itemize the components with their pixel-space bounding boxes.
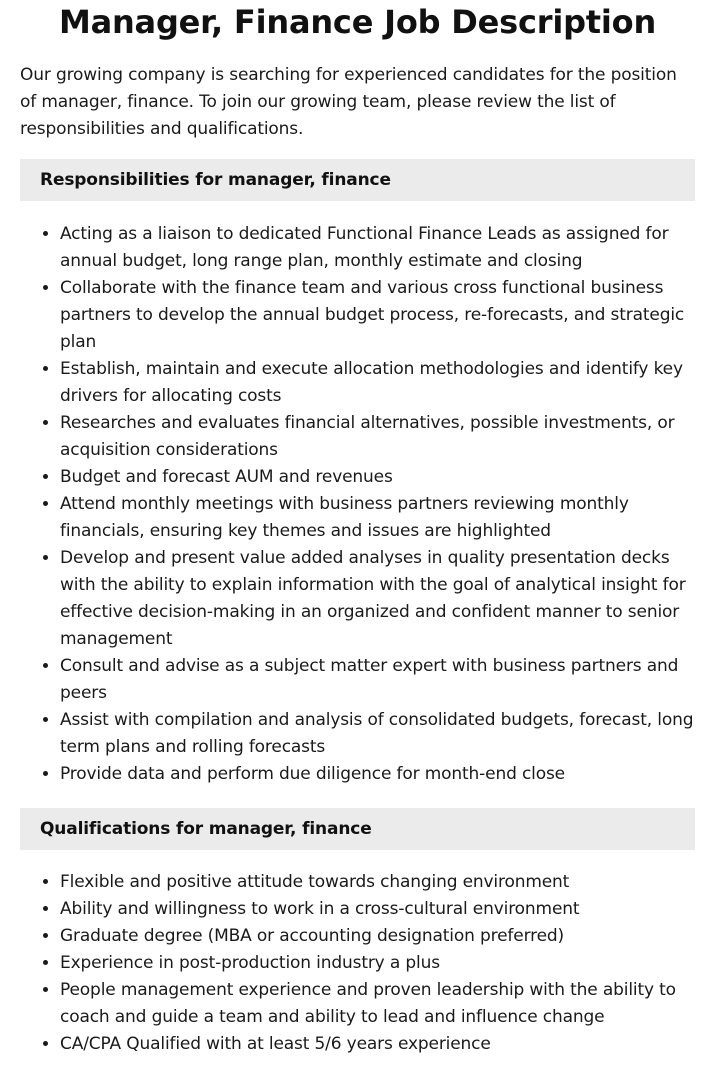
list-item: • Provide data and perform due diligence for month-end close — [60, 761, 695, 788]
list-item: • Collaborate with the finance team and various cross functional business partners to develop the annual budget process, re-forecasts, and strategic plan — [60, 275, 695, 356]
responsibilities-list — [20, 221, 695, 788]
list-item: • Establish, maintain and execute allocation methodologies and identify key drivers for allocating costs — [60, 356, 695, 410]
list-item: • Assist with compilation and analysis of consolidated budgets, forecast, long term plans and rolling forecasts — [60, 707, 695, 761]
list-item: • Flexible and positive attitude towards changing environment — [60, 869, 695, 896]
list-item: • Develop and present value added analyses in quality presentation decks with the ability to explain information with the goal of analytical insight for effective decision-making in an organized and confident manner to senior management — [60, 545, 695, 653]
list-item: • Budget and forecast AUM and revenues — [60, 464, 695, 491]
qualifications-heading: Qualifications for manager, finance — [20, 808, 695, 850]
list-item: • Consult and advise as a subject matter expert with business partners and peers — [60, 653, 695, 707]
intro-paragraph: Our growing company is searching for experienced candidates for the position of manager, finance. To join our growing team, please review the list of responsibilities and qualifications. — [20, 65, 677, 139]
list-item: • Ability and willingness to work in a cross-cultural environment — [60, 896, 695, 923]
list-item: • Acting as a liaison to dedicated Functional Finance Leads as assigned for annual budget, long range plan, monthly estimate and closing — [60, 221, 695, 275]
list-item: • Attend monthly meetings with business partners reviewing monthly financials, ensuring key themes and issues are highlighted — [60, 491, 695, 545]
list-item: • Graduate degree (MBA or accounting designation preferred) — [60, 923, 695, 950]
responsibilities-heading: Responsibilities for manager, finance — [20, 159, 695, 201]
list-item: • Researches and evaluates financial alternatives, possible investments, or acquisition considerations — [60, 410, 695, 464]
qualifications-list — [20, 869, 695, 1058]
list-item: • CA/CPA Qualified with at least 5/6 years experience — [60, 1031, 695, 1058]
page-title: Manager, Finance Job Description — [58, 3, 657, 41]
list-item: • Experience in post-production industry a plus — [60, 950, 695, 977]
list-item: • People management experience and proven leadership with the ability to coach and guide a team and ability to lead and influence change — [60, 977, 695, 1031]
